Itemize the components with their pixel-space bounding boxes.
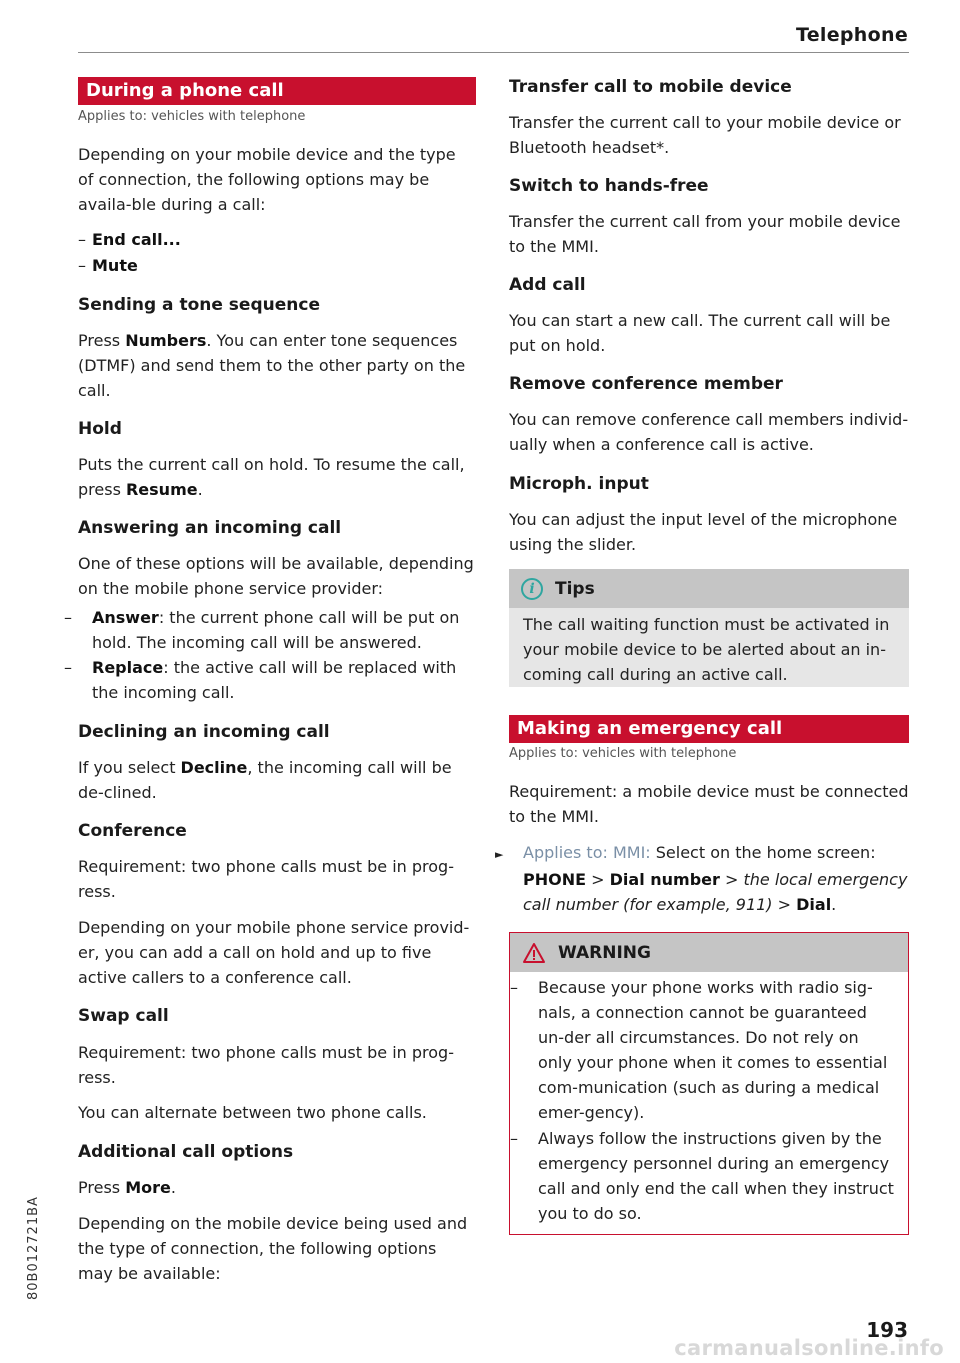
answer-option: – Answer: the current phone call will be put on hold. The incoming call will be answered. xyxy=(64,608,460,652)
watermark: carmanualsonline.info xyxy=(674,1336,944,1360)
mmi-link[interactable]: Applies to: MMI: xyxy=(523,843,651,862)
heading-tone-sequence: Sending a tone sequence xyxy=(78,295,320,315)
heading-hold: Hold xyxy=(78,419,122,439)
tips-box xyxy=(509,569,909,687)
transfer-paragraph: Transfer the current call to your mobile device or Bluetooth headset*. xyxy=(509,113,901,157)
tips-title: Tips xyxy=(555,578,595,599)
emergency-applies-to: Applies to: vehicles with telephone xyxy=(509,746,737,761)
heading-transfer-call: Transfer call to mobile device xyxy=(509,77,792,97)
section-title-emergency: Making an emergency call xyxy=(509,715,909,743)
warning-triangle-icon xyxy=(522,942,546,964)
heading-additional-options: Additional call options xyxy=(78,1142,294,1162)
declining-paragraph: If you select Decline, the incoming call will be de-clined. xyxy=(78,758,452,802)
heading-swap-call: Swap call xyxy=(78,1006,169,1026)
heading-remove-member: Remove conference member xyxy=(509,374,783,394)
step-arrow-icon: ► xyxy=(495,848,504,861)
additional-paragraph: Depending on the mobile device being used and the type of connection, the following options may be available: xyxy=(78,1214,468,1283)
header-divider xyxy=(78,52,909,53)
hands-free-paragraph: Transfer the current call from your mobile device to the MMI. xyxy=(509,212,901,256)
swap-requirement: Requirement: two phone calls must be in prog-ress. xyxy=(78,1043,454,1087)
add-call-paragraph: You can start a new call. The current call will be put on hold. xyxy=(509,311,891,355)
heading-microph-input: Microph. input xyxy=(509,474,649,494)
tips-text: The call waiting function must be activated in your mobile device to be alerted about an in-coming call during an active call. xyxy=(509,608,909,687)
warning-item: – Always follow the instructions given by the emergency personnel during an emergency call and only end the call when they instruct you to do so. xyxy=(510,1129,894,1223)
conference-paragraph: Depending on your mobile phone service provid-er, you can add a call on hold and up to five active callers to a conference call. xyxy=(78,918,470,987)
heading-declining: Declining an incoming call xyxy=(78,722,330,742)
section-title-during-call: During a phone call xyxy=(78,77,476,105)
hold-paragraph: Puts the current call on hold. To resume the call, press Resume. xyxy=(78,455,465,499)
answering-intro: One of these options will be available, depending on the mobile phone service provider: xyxy=(78,554,474,598)
warning-box xyxy=(509,932,909,1235)
heading-hands-free: Switch to hands-free xyxy=(509,176,709,196)
remove-member-paragraph: You can remove conference call members individ-ually when a conference call is active. xyxy=(509,410,909,454)
swap-paragraph: You can alternate between two phone calls. xyxy=(78,1103,427,1122)
warning-title: WARNING xyxy=(558,942,651,963)
info-icon: i xyxy=(521,578,543,600)
option-mute: – Mute xyxy=(78,256,138,275)
emergency-step: ► Applies to: MMI: Select on the home screen: PHONE > Dial number > the local emergency call number (for example, 911) > Dial. xyxy=(495,843,908,914)
running-header-title: Telephone xyxy=(795,24,908,46)
tone-paragraph: Press Numbers. You can enter tone sequences (DTMF) and send them to the other party on the call. xyxy=(78,331,466,400)
warning-header xyxy=(510,933,908,972)
emergency-requirement: Requirement: a mobile device must be connected to the MMI. xyxy=(509,782,909,826)
heading-answering: Answering an incoming call xyxy=(78,518,342,538)
heading-conference: Conference xyxy=(78,821,187,841)
page-number: 193 xyxy=(866,1318,908,1342)
option-end-call: – End call... xyxy=(78,230,181,249)
conference-requirement: Requirement: two phone calls must be in prog-ress. xyxy=(78,857,454,901)
tips-header xyxy=(509,569,909,608)
replace-option: – Replace: the active call will be replaced with the incoming call. xyxy=(64,658,457,702)
intro-paragraph: Depending on your mobile device and the type of connection, the following options may be availa-ble during a call: xyxy=(78,145,456,214)
document-code: 80B012721BA xyxy=(26,1196,41,1300)
more-paragraph: Press More. xyxy=(78,1178,176,1197)
microph-paragraph: You can adjust the input level of the microphone using the slider. xyxy=(509,510,898,554)
heading-add-call: Add call xyxy=(509,275,586,295)
warning-item: – Because your phone works with radio sig-nals, a connection cannot be guaranteed un-der all circumstances. Do not rely on only your phone when it comes to essential com-munication (such as during a medical emer-gency). xyxy=(510,978,888,1122)
applies-to-note: Applies to: vehicles with telephone xyxy=(78,109,306,124)
warning-body xyxy=(510,972,908,1234)
